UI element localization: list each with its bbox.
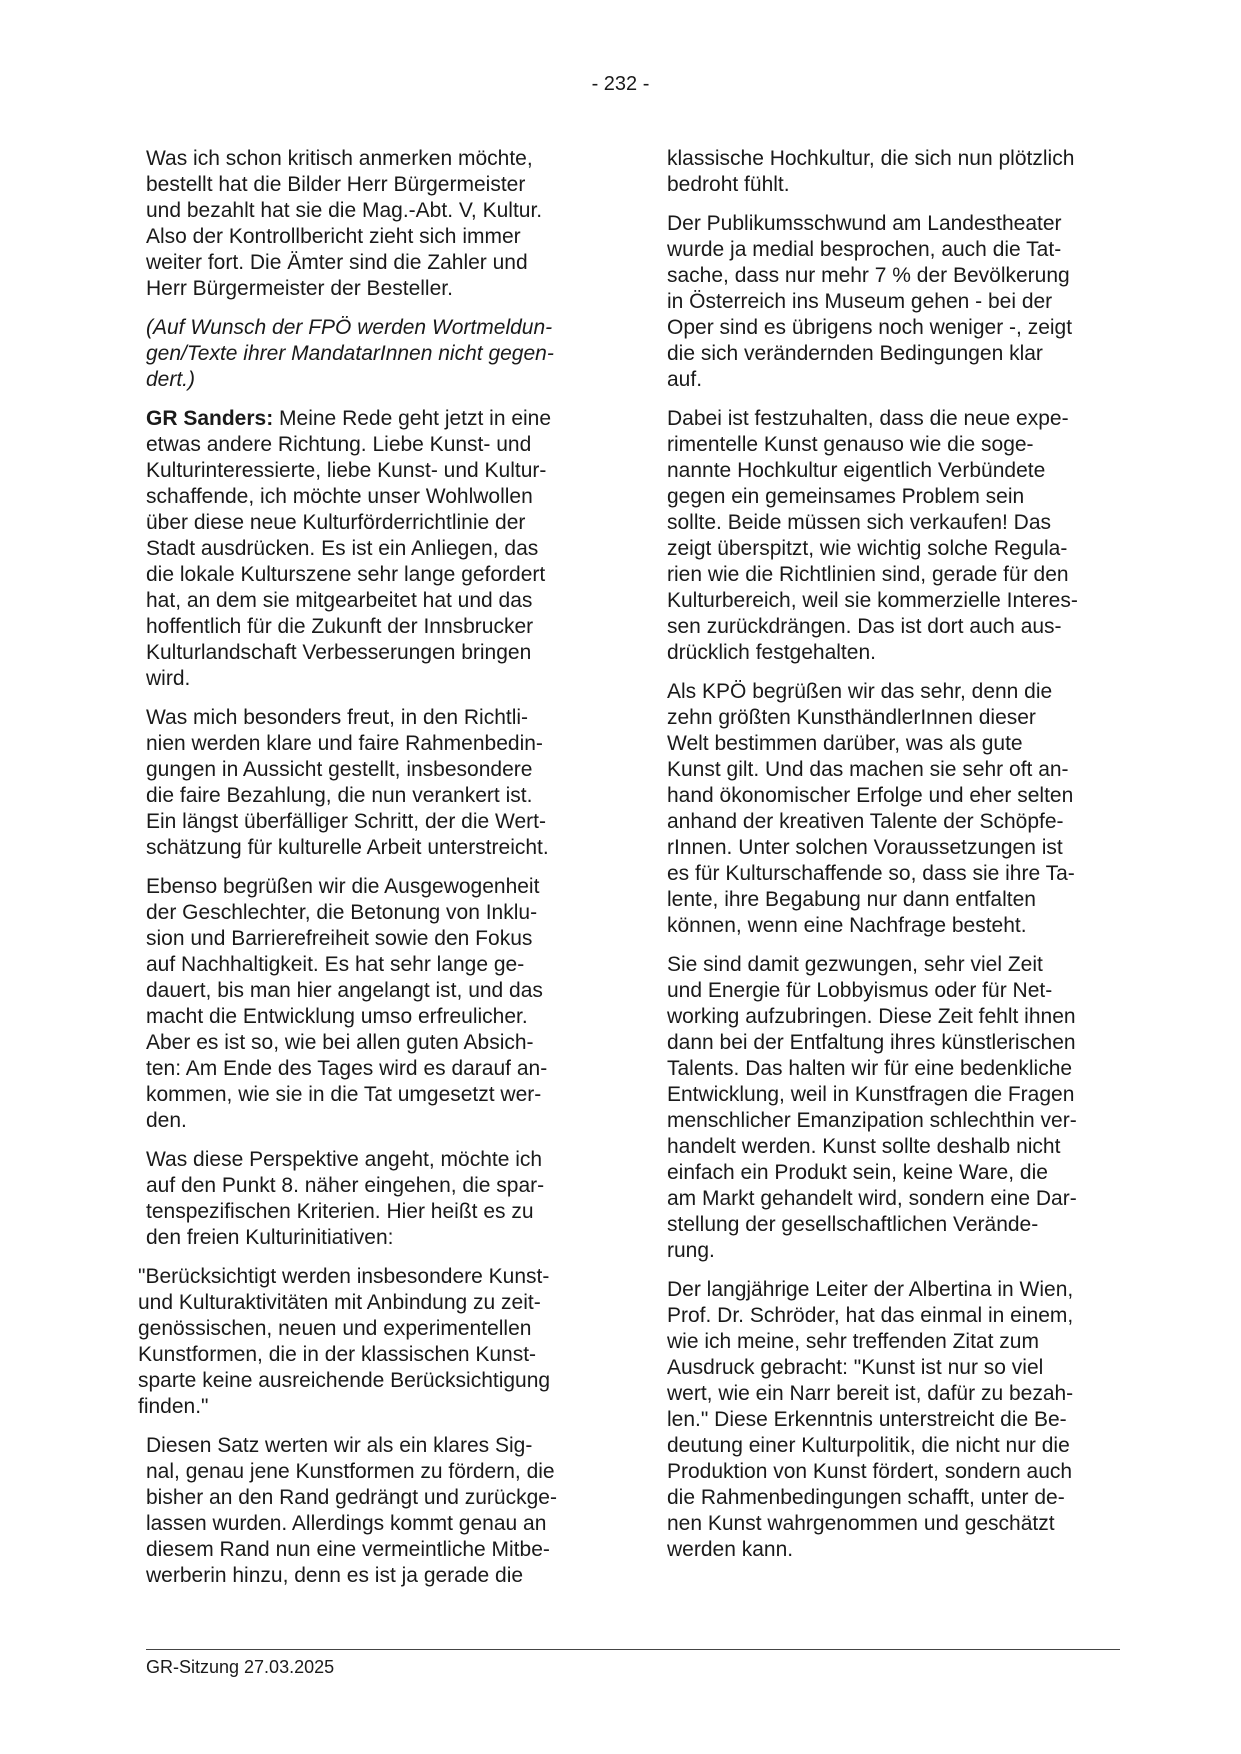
left-column: [138, 146, 606, 1602]
paragraph: Sie sind damit gezwungen, sehr viel Zeit und Energie für Lobbyismus oder für Net- working aufzubringen. Diese Zeit fehlt ihnen dann bei der Entfaltung ihres künstlerischen Talents. Das halten wir für eine bedenkliche Entwicklung, weil in Kunstfragen die Fragen menschlicher Emanzipation schlechthin ver- handelt werden. Kunst sollte deshalb nicht einfach ein Produkt sein, keine Ware, die am Markt gehandelt wird, sondern eine Dar- stellung der gesellschaftlichen Verände- rung.: [667, 953, 1077, 1262]
paragraph: Was diese Perspektive angeht, möchte ich auf den Punkt 8. näher eingehen, die spar- tenspezifischen Kriterien. Hier heißt es zu den freien Kulturinitiativen:: [146, 1148, 545, 1249]
paragraph: Als KPÖ begrüßen wir das sehr, denn die zehn größten KunsthändlerInnen dieser Welt bestimmen darüber, was als gute Kunst gilt. Und das machen sie sehr oft an- hand ökonomischer Erfolge und eher selten anhand der kreativen Talente der Schöpfe- rInnen. Unter solchen Voraussetzungen ist es für Kulturschaffende so, dass sie ihre Ta- lente, ihre Begabung nur dann entfalten können, wenn eine Nachfrage besteht.: [667, 680, 1075, 937]
speech-paragraph: [146, 406, 606, 692]
speech-text: Meine Rede geht jetzt in eine etwas andere Richtung. Liebe Kunst- und Kulturinteressierte, liebe Kunst- und Kultur- schaffende, ich möchte unser Wohlwollen über diese neue Kulturförderrichtlinie der Stadt ausdrücken. Es ist ein Anliegen, das die lokale Kulturszene sehr lange gefordert hat, an dem sie mitgearbeitet hat und das hoffentlich für die Zukunft der Innsbrucker Kulturlandschaft Verbesserungen bringen wird.: [146, 407, 552, 690]
paragraph: klassische Hochkultur, die sich nun plötzlich bedroht fühlt.: [667, 147, 1075, 196]
paragraph: Der Publikumsschwund am Landestheater wurde ja medial besprochen, auch die Tat- sache, dass nur mehr 7 % der Bevölkerung in Österreich ins Museum gehen - bei der Oper sind es übrigens noch weniger -, zeigt die sich verändernden Bedingungen klar auf.: [667, 212, 1073, 391]
paragraph: Ebenso begrüßen wir die Ausgewogenheit der Geschlechter, die Betonung von Inklu- sion und Barrierefreiheit sowie den Fokus auf Nachhaltigkeit. Es hat sehr lange ge- dauert, bis man hier angelangt ist, und das macht die Entwicklung umso erfreulicher. Aber es ist so, wie bei allen guten Absich- ten: Am Ende des Tages wird es darauf an- kommen, wie sie in die Tat umgesetzt wer- den.: [146, 875, 548, 1132]
footer-session-label: GR-Sitzung 27.03.2025: [146, 1657, 335, 1677]
editorial-note: (Auf Wunsch der FPÖ werden Wortmeldun- gen/Texte ihrer MandatarInnen nicht gegen- dert.): [146, 316, 554, 391]
page-number: - 232 -: [591, 73, 650, 95]
quoted-guideline: "Berücksichtigt werden insbesondere Kunst- und Kulturaktivitäten mit Anbindung zu zeit- genössischen, neuen und experimentellen Kunstformen, die in der klassischen Kunst- sparte keine ausreichende Berücksichtigung finden.": [138, 1265, 551, 1418]
speaker-name: GR Sanders:: [146, 407, 274, 430]
footer-divider: [146, 1649, 1120, 1650]
right-column: [667, 146, 1127, 1576]
paragraph: Was mich besonders freut, in den Richtli- nien werden klare und faire Rahmenbedin- gungen in Aussicht gestellt, insbesondere die faire Bezahlung, die nun verankert ist. Ein längst überfälliger Schritt, der die Wert- schätzung für kulturelle Arbeit unterstreicht.: [146, 706, 549, 859]
paragraph: Diesen Satz werten wir als ein klares Sig- nal, genau jene Kunstformen zu fördern, die bisher an den Rand gedrängt und zurückge- lassen wurden. Allerdings kommt genau an diesem Rand nun eine vermeintliche Mitbe- werberin hinzu, denn es ist ja gerade die: [146, 1434, 557, 1587]
paragraph: Der langjährige Leiter der Albertina in Wien, Prof. Dr. Schröder, hat das einmal in einem, wie ich meine, sehr treffenden Zitat zum Ausdruck gebracht: "Kunst ist nur so viel wert, wie ein Narr bereit ist, dafür zu bezah- len." Diese Erkenntnis unterstreicht die Be- deutung einer Kulturpolitik, die nicht nur die Produktion von Kunst fördert, sondern auch die Rahmenbedingungen schafft, unter de- nen Kunst wahrgenommen und geschätzt werden kann.: [667, 1278, 1074, 1561]
paragraph: Dabei ist festzuhalten, dass die neue expe- rimentelle Kunst genauso wie die soge- nannte Hochkultur eigentlich Verbündete gegen ein gemeinsames Problem sein sollte. Beide müssen sich verkaufen! Das zeigt überspitzt, wie wichtig solche Regula- rien wie die Richtlinien sind, gerade für den Kulturbereich, weil sie kommerzielle Interes- sen zurückdrängen. Das ist dort auch aus- drücklich festgehalten.: [667, 407, 1078, 664]
paragraph: Was ich schon kritisch anmerken möchte, bestellt hat die Bilder Herr Bürgermeister und bezahlt hat sie die Mag.-Abt. V, Kultur. Also der Kontrollbericht zieht sich immer weiter fort. Die Ämter sind die Zahler und Herr Bürgermeister der Besteller.: [146, 147, 543, 300]
